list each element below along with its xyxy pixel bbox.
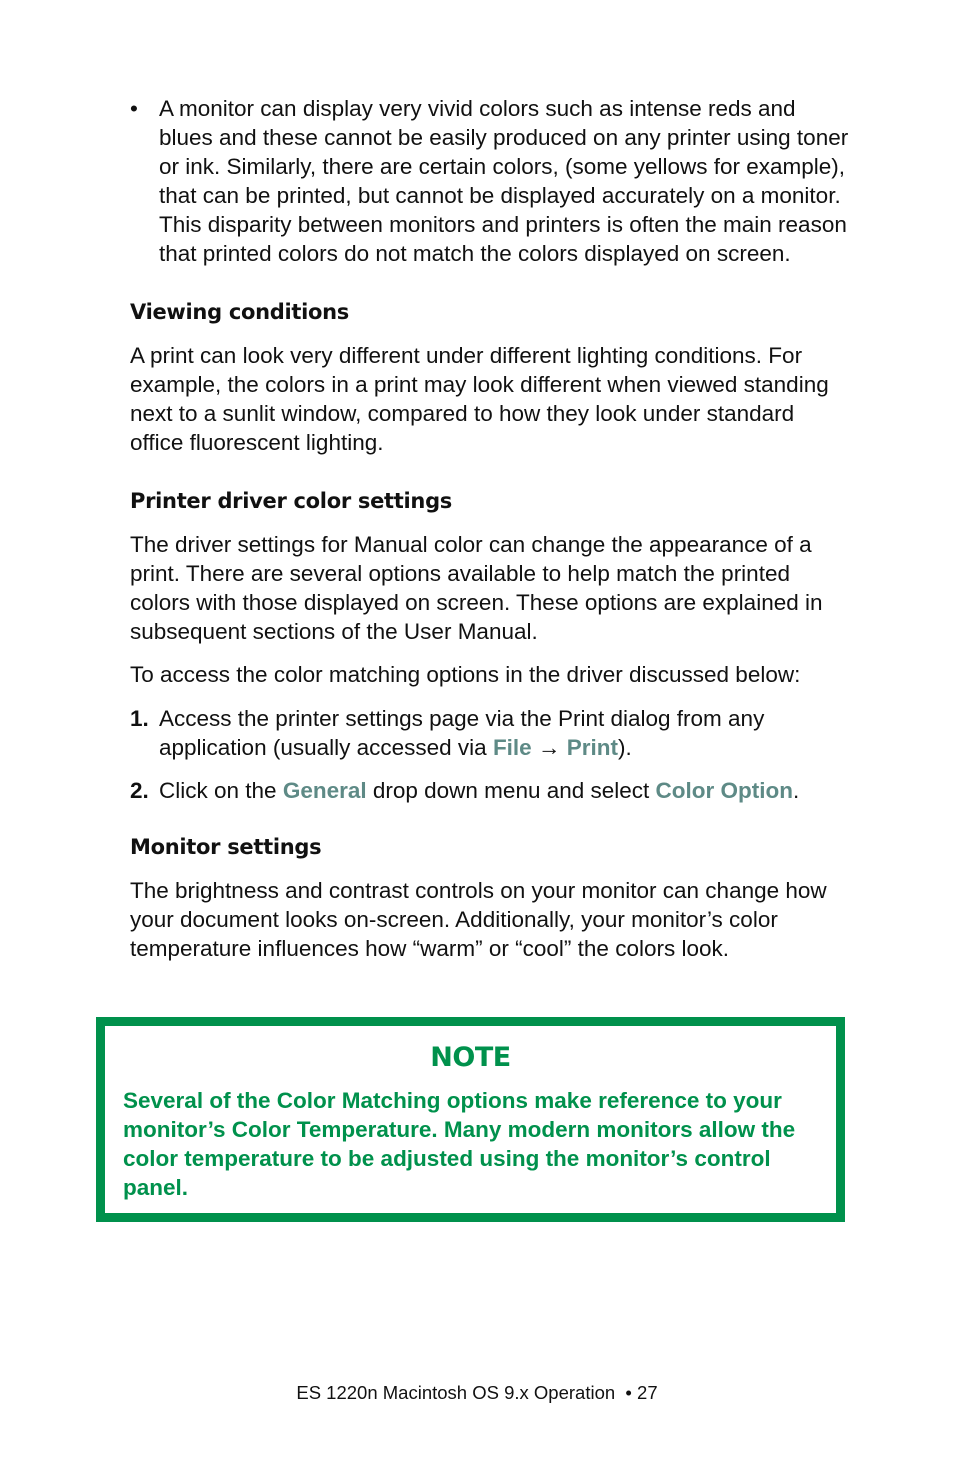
bullet-item <box>130 94 852 268</box>
step-number: 1. <box>130 706 149 731</box>
note-title: NOTE <box>430 1042 511 1073</box>
note-text: Several of the Color Matching options make reference to your monitor’s Color Temperature. Many modern monitors allow the color temperature to be adjusted using the monitor’s control panel. <box>123 1088 796 1200</box>
printer-driver-body: The driver settings for Manual color can change the appearance of a print. There are several options available to help match the printed colors with those displayed on screen. These options are explained in subsequent sections of the User Manual. <box>130 532 823 644</box>
step-item <box>130 704 852 762</box>
page-footer: ES 1220n Macintosh OS 9.x Operation • 27 <box>296 1382 658 1403</box>
step-text-end: ). <box>617 735 632 760</box>
file-menu-label: File <box>492 735 532 760</box>
step-text: Access the printer settings page via the Print dialog from any application (usually accessed via <box>159 706 765 760</box>
print-menu-label: Print <box>566 735 618 760</box>
monitor-settings-body: The brightness and contrast controls on your monitor can change how your document looks on-screen. Additionally, your monitor’s color temperature influences how “warm” or “cool” the colors look. <box>130 878 827 961</box>
step-text: Click on the <box>159 778 283 803</box>
step-text-mid: drop down menu and select <box>366 778 656 803</box>
step-number: 2. <box>130 778 149 803</box>
page-content <box>130 94 852 963</box>
heading-printer-driver: Printer driver color settings <box>130 489 452 513</box>
viewing-conditions-body: A print can look very different under different lighting conditions. For example, the colors in a print may look different when viewed standing next to a sunlit window, compared to how they look under standard office fluorescent lighting. <box>130 343 829 455</box>
step-text-end: . <box>793 778 800 803</box>
printer-driver-intro: To access the color matching options in the driver discussed below: <box>130 662 801 687</box>
step-item <box>130 776 852 805</box>
general-menu-label: General <box>282 778 367 803</box>
note-box <box>96 1017 845 1222</box>
arrow-icon: → <box>531 735 567 760</box>
bullet-marker: • <box>130 96 138 121</box>
color-option-label: Color Option <box>655 778 794 803</box>
bullet-text: A monitor can display very vivid colors such as intense reds and blues and these cannot be easily produced on any printer using toner or ink. Similarly, there are certain colors, (some yellows for example), that can be printed, but cannot be displayed accurately on a monitor. This disparity between monitors and printers is often the main reason that printed colors do not match the colors displayed on screen. <box>159 96 849 266</box>
heading-monitor-settings: Monitor settings <box>130 835 322 859</box>
heading-viewing-conditions: Viewing conditions <box>130 300 349 324</box>
